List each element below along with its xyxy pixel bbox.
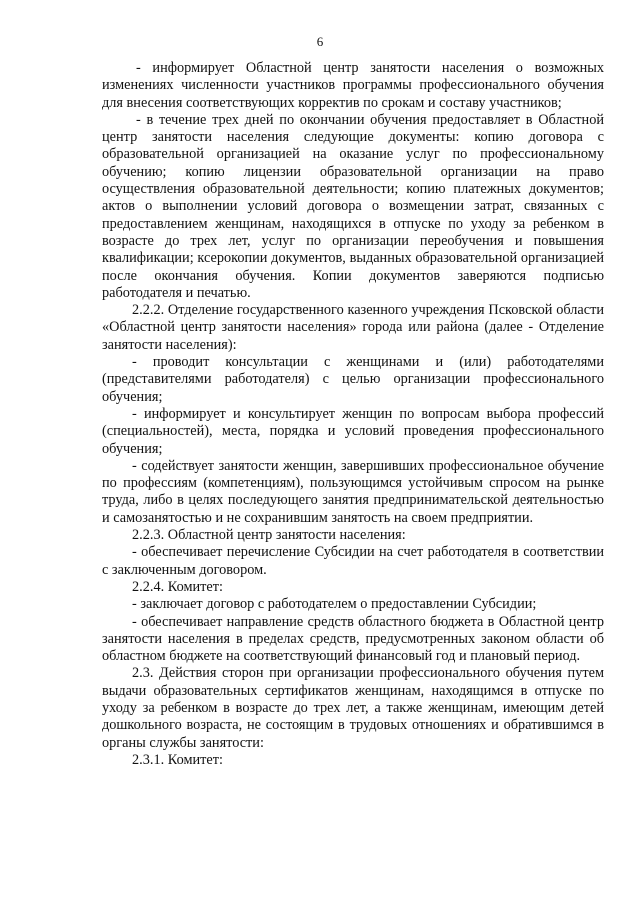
paragraph-section-2-2-3: 2.2.3. Областной центр занятости населения: [132, 527, 406, 544]
paragraph-inform-changes: - информирует Областной центр занятости населения о возможных изменениях численности участников программы профессионального обучения для внесения соответствующих корректив по срокам и составу участников; [102, 60, 604, 111]
document-body [102, 60, 604, 769]
page-number: 6 [316, 34, 324, 49]
paragraph-section-2-2-2: 2.2.2. Отделение государственного казенного учреждения Псковской области «Областной центр занятости населения» города или района (далее - Отделение занятости населения): [102, 302, 604, 353]
paragraph-section-2-3-1: 2.3.1. Комитет: [132, 751, 223, 768]
paragraph-budget-funds: - обеспечивает направление средств областного бюджета в Областной центр занятости населения в пределах средств, предусмотренных законом области об областном бюджете на соответствующий финансовый год и плановый период. [102, 613, 604, 665]
paragraph-transfer-subsidy: - обеспечивает перечисление Субсидии на счет работодателя в соответствии с заключенным договором. [102, 544, 604, 578]
paragraph-inform-consult: - информирует и консультирует женщин по вопросам выбора профессий (специальностей), места, порядка и условий проведения профессионального обучения; [102, 405, 604, 457]
paragraph-provide-documents: - в течение трех дней по окончании обучения предоставляет в Областной центр занятости населения следующие документы: копию договора с образовательной организацией на оказание услуг по профессиональному обучению; копию лицензии образовательной организации на право осуществления образовательной деятельности; копию платежных документов; актов о выполнении условий договора о возмещении затрат, связанных с предоставлением женщинам, находящихся в отпуске по уходу за ребенком в возрасте до трех лет, услуг по организации переобучения и повышения квалификации; ксерокопии документов, выданных образовательной организацией после окончания обучения. Копии документов заверяются подписью работодателя и печатью. [102, 111, 604, 301]
paragraph-promote-employment: - содействует занятости женщин, завершивших профессиональное обучение по профессиям (компетенциям), пользующимся устойчивым спросом на рынке труда, либо в целях последующего занятия предпринимательской деятельностью и самозанятостью и не сохранившим занятость на своем предприятии. [102, 457, 604, 526]
paragraph-consultations: - проводит консультации с женщинами и (или) работодателями (представителями работодателя) с целью организации профессионального обучения; [102, 354, 604, 405]
paragraph-section-2-2-4: 2.2.4. Комитет: [132, 578, 223, 595]
paragraph-section-2-3: 2.3. Действия сторон при организации профессионального обучения путем выдачи образовательных сертификатов женщинам, находящимся в отпуске по уходу за ребенком в возрасте до трех лет, а также женщинам, имеющим детей дошкольного возраста, не состоящим в трудовых отношениях и обратившимся в органы службы занятости: [102, 665, 604, 751]
paragraph-conclude-contract: - заключает договор с работодателем о предоставлении Субсидии; [132, 596, 537, 613]
